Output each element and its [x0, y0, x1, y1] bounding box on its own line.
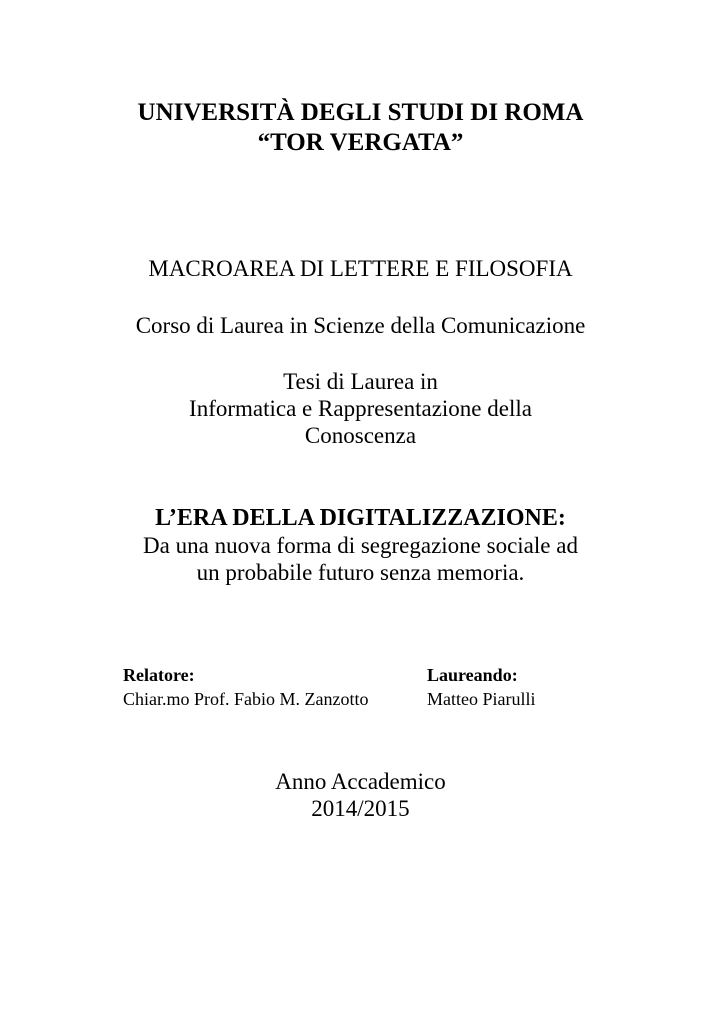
- university-heading: [0, 98, 721, 158]
- supervisor-name: Chiar.mo Prof. Fabio M. Zanzotto: [123, 689, 369, 709]
- thesis-subject-line: Conoscenza: [304, 423, 417, 448]
- thesis-main-title: L’ERA DELLA DIGITALIZZAZIONE:: [155, 505, 566, 531]
- thesis-subject-line: Informatica e Rappresentazione della: [189, 396, 532, 421]
- academic-year-label: Anno Accademico: [275, 769, 446, 794]
- candidate-block: [427, 663, 535, 711]
- university-subname: “TOR VERGATA”: [257, 129, 464, 156]
- supervisor-block: [123, 663, 368, 711]
- people-section: [0, 663, 721, 723]
- macroarea-heading: MACROAREA DI LETTERE E FILOSOFIA: [148, 256, 573, 281]
- thesis-subject: [0, 368, 721, 449]
- degree-course: Corso di Laurea in Scienze della Comunicazione: [135, 313, 586, 338]
- thesis-subtitle-line: Da una nuova forma di segregazione sociale ad: [143, 533, 578, 558]
- university-name: UNIVERSITÀ DEGLI STUDI DI ROMA: [137, 99, 584, 126]
- candidate-label: Laureando:: [427, 665, 518, 685]
- candidate-name: Matteo Piarulli: [427, 689, 536, 709]
- thesis-subtitle-line: un probabile futuro senza memoria.: [196, 560, 525, 585]
- academic-year-block: [0, 768, 721, 822]
- academic-year-value: 2014/2015: [311, 796, 410, 821]
- supervisor-label: Relatore:: [123, 665, 195, 685]
- thesis-subject-line: Tesi di Laurea in: [283, 369, 438, 394]
- thesis-title-block: [0, 505, 721, 586]
